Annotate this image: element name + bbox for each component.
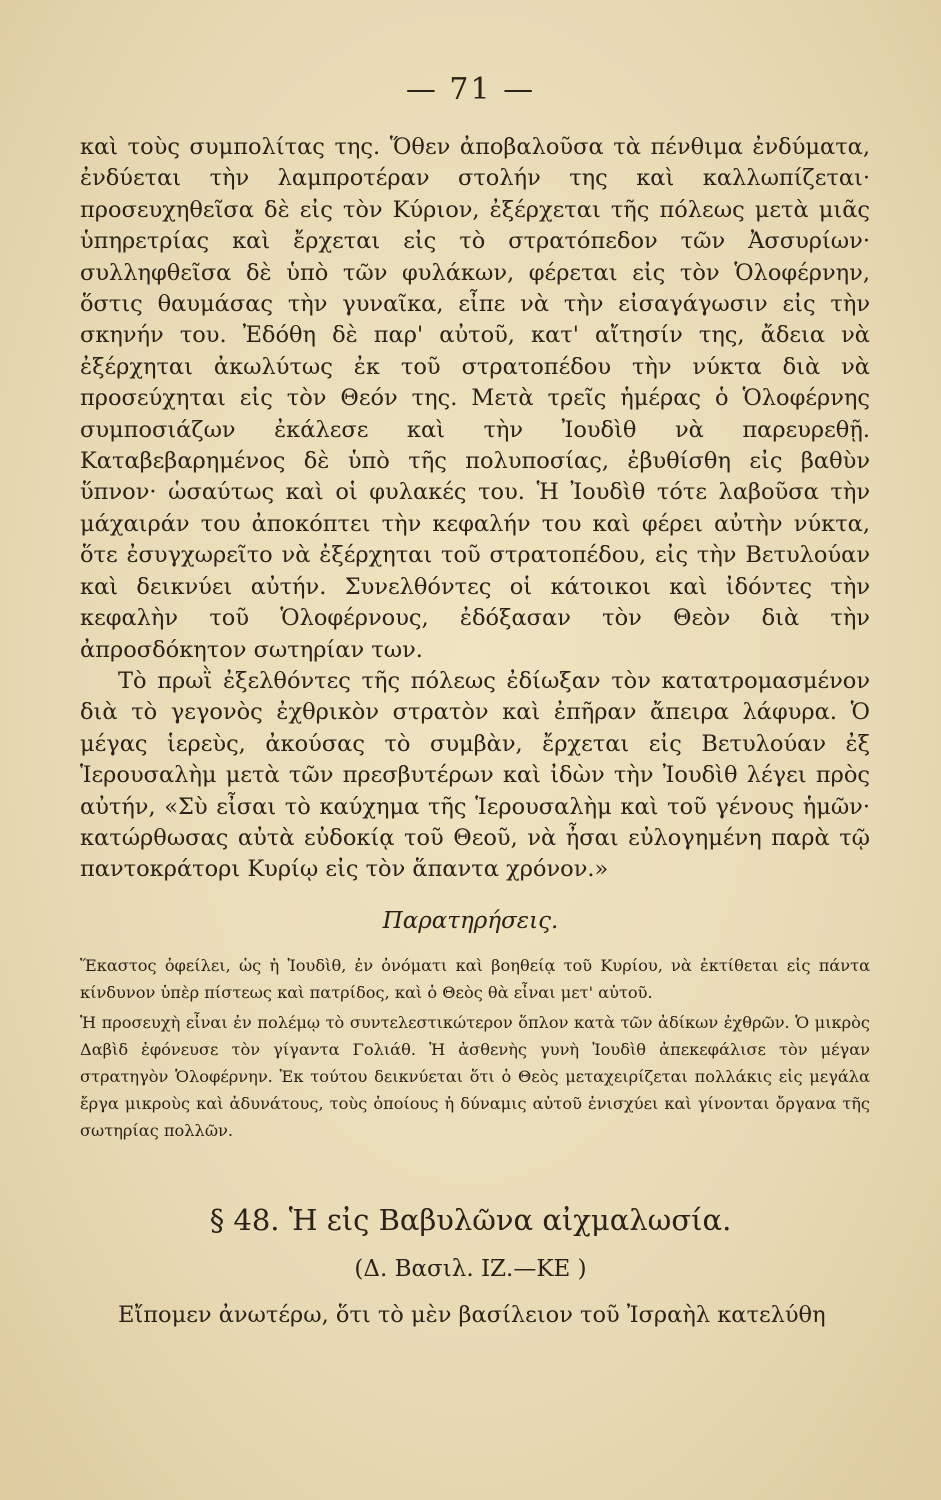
note-paragraph: Ἡ προσευχὴ εἶναι ἐν πολέμῳ τὸ συντελεστικώτερον ὅπλον κατὰ τῶν ἀδίκων ἐχθρῶν. Ὁ μικρὸς Δαβὶδ ἐφόνευσε τὸν γίγαντα Γολιάθ. Ἡ ἀσθενὴς γυνὴ Ἰουδὶθ ἀπεκεφάλισε τὸν μέγαν στρατηγὸν Ὁλοφέρνην. Ἐκ τούτου δεικνύεται ὅτι ὁ Θεὸς μεταχειρίζεται πολλάκις εἰς μεγάλα ἔργα μικροὺς καὶ ἀδυνάτους, τοὺς ὁποίους ἡ δύναμις αὐτοῦ ἐνισχύει καὶ γίνονται ὄργανα τῆς σωτηρίας πολλῶν.: [80, 1013, 870, 1140]
page-number: — 71 —: [405, 72, 536, 107]
paragraph-judith-story: καὶ τοὺς συμπολίτας της. Ὅθεν ἀποβαλοῦσα τὰ πένθιμα ἐνδύματα, ἐνδύεται τὴν λαμπροτέραν στολήν της καὶ καλλωπίζεται· προσευχηθεῖσα δὲ εἰς τὸν Κύριον, ἐξέρχεται τῆς πόλεως μετὰ μιᾶς ὑπηρετρίας καὶ ἔρχεται εἰς τὸ στρατόπεδον τῶν Ἀσσυρίων· συλληφθεῖσα δὲ ὑπὸ τῶν φυλάκων, φέρεται εἰς τὸν Ὁλοφέρνην, ὅστις θαυμάσας τὴν γυναῖκα, εἶπε νὰ τὴν εἰσαγάγωσιν εἰς τὴν σκηνήν του. Ἐδόθη δὲ παρ' αὐτοῦ, κατ' αἴτησίν της, ἄδεια νὰ ἐξέρχηται ἀκωλύτως ἐκ τοῦ στρατοπέδου τὴν νύκτα διὰ νὰ προσεύχηται εἰς τὸν Θεόν της. Μετὰ τρεῖς ἡμέρας ὁ Ὁλοφέρνης συμποσιάζων ἐκάλεσε καὶ τὴν Ἰουδὶθ νὰ παρευρεθῇ. Καταβεβαρημένος δὲ ὑπὸ τῆς πολυποσίας, ἐβυθίσθη εἰς βαθὺν ὕπνον· ὡσαύτως καὶ οἱ φυλακές του. Ἡ Ἰουδὶθ τότε λαβοῦσα τὴν μάχαιράν του ἀποκόπτει τὴν κεφαλήν του καὶ φέρει αὐτὴν νύκτα, ὅτε ἐσυγχωρεῖτο νὰ ἐξέρχηται τοῦ στρατοπέδου, εἰς τὴν Βετυλούαν καὶ δεικνύει αὐτήν. Συνελθόντες οἱ κάτοικοι καὶ ἰδόντες τὴν κεφαλὴν τοῦ Ὁλοφέρνους, ἐδόξασαν τὸν Θεὸν διὰ τὴν ἀπροσδόκητον σωτηρίαν των.: [80, 134, 870, 663]
main-text: [80, 132, 870, 886]
note-paragraph: Ἕκαστος ὀφείλει, ὡς ἡ Ἰουδὶθ, ἐν ὀνόματι καὶ βοηθείᾳ τοῦ Κυρίου, νὰ ἐκτίθεται εἰς πάντα κίνδυνον ὑπὲρ πίστεως καὶ πατρίδος, καὶ ὁ Θεὸς θὰ εἶναι μετ' αὐτοῦ.: [80, 956, 870, 1002]
section-text: [80, 1300, 870, 1331]
section-reference: (Δ. Βασιλ. ΙΖ.—ΚΕ ): [354, 1256, 587, 1282]
section-heading: § 48. Ἡ εἰς Βαβυλῶνα αἰχμαλωσία.: [209, 1203, 732, 1237]
notes-block: [80, 952, 870, 1144]
section-first-line: Εἴπομεν ἀνωτέρω, ὅτι τὸ μὲν βασίλειον τοῦ Ἰσραὴλ κατελύθη: [118, 1302, 826, 1328]
paragraph-aftermath: Τὸ πρωῒ ἐξελθόντες τῆς πόλεως ἐδίωξαν τὸν κατατρομασμένον διὰ τὸ γεγονὸς ἐχθρικὸν στρατὸν καὶ ἐπῆραν ἄπειρα λάφυρα. Ὁ μέγας ἱερεὺς, ἀκούσας τὸ συμβὰν, ἔρχεται εἰς Βετυλούαν ἐξ Ἱερουσαλὴμ μετὰ τῶν πρεσβυτέρων καὶ ἰδὼν τὴν Ἰουδὶθ λέγει πρὸς αὐτήν, «Σὺ εἶσαι τὸ καύχημα τῆς Ἱερουσαλὴμ καὶ τοῦ γένους ἡμῶν· κατώρθωσας αὐτὰ εὐδοκίᾳ τοῦ Θεοῦ, νὰ ἦσαι εὐλογημένη παρὰ τῷ παντοκράτορι Κυρίῳ εἰς τὸν ἅπαντα χρόνον.»: [80, 667, 870, 883]
notes-heading: Παρατηρήσεις.: [382, 908, 559, 934]
